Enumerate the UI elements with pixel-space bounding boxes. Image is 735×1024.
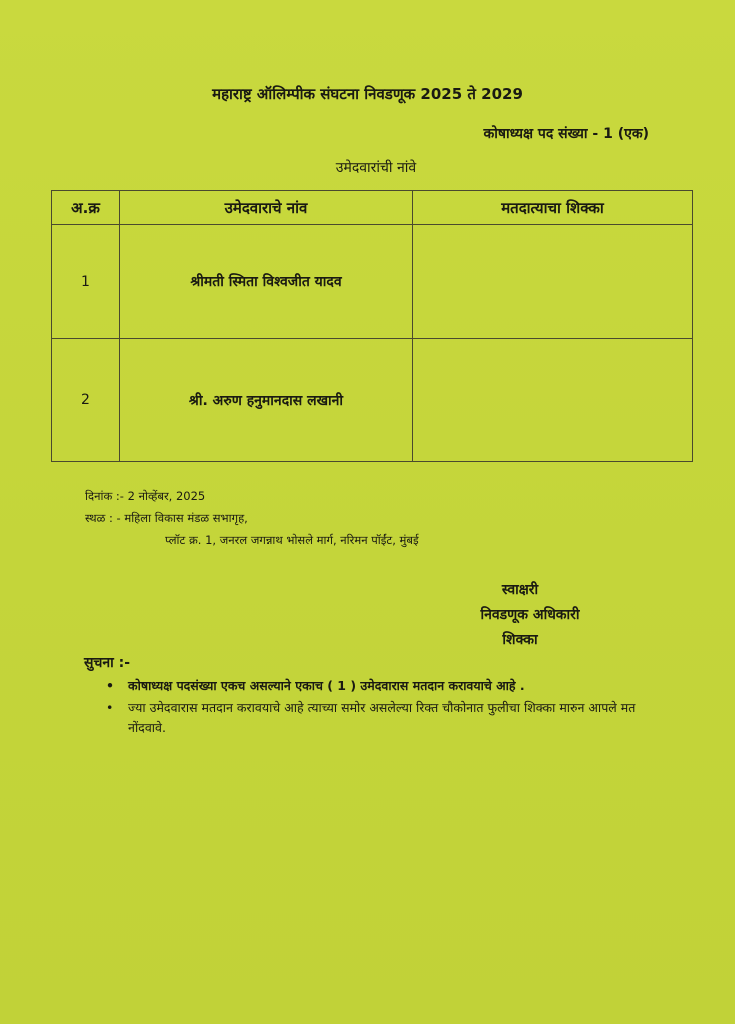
column-header-candidate-name: उमेदवाराचे नांव	[120, 191, 413, 225]
vote-stamp-box[interactable]	[413, 339, 693, 462]
candidate-name-text: श्री. अरुण हनुमानदास लखानी	[188, 392, 344, 409]
venue-line-2: प्लॉट क्र. 1, जनरल जगन्नाथ भोसले मार्ग, नरिमन पॉईंट, मुंबई	[165, 533, 419, 547]
vote-stamp-box[interactable]	[413, 225, 693, 339]
post-count: कोषाध्यक्ष पद संख्या - 1 (एक)	[483, 126, 649, 142]
instruction-text: ज्या उमेदवारास मतदान करावयाचे आहे त्याच्या समोर असलेल्या रिक्त चौकोनात फुलीचा शिक्का मारुन आपले मत नोंदवावे.	[128, 700, 636, 735]
bullet-icon: •	[106, 700, 114, 715]
table-row	[52, 225, 693, 339]
serial-number: 2	[52, 339, 120, 462]
instruction-text: कोषाध्यक्ष पदसंख्या एकच असल्याने एकाच ( 1 ) उमेदवारास मतदान करावयाचे आहे .	[128, 678, 525, 693]
candidates-heading: उमेदवारांची नांवे	[335, 160, 417, 176]
column-header-serial: अ.क्र	[52, 191, 120, 225]
instruction-item	[106, 676, 646, 696]
serial-number: 1	[52, 225, 120, 339]
election-officer-label: निवडणूक अधिकारी	[480, 607, 580, 623]
instruction-item	[106, 698, 646, 738]
instructions-heading: सुचना :-	[84, 655, 131, 671]
table-row	[52, 339, 693, 462]
candidate-name	[120, 339, 413, 462]
signature-label: स्वाक्षरी	[501, 582, 539, 598]
official-stamp-label: शिक्का	[502, 632, 538, 648]
table-header-row	[52, 191, 693, 225]
candidate-table	[51, 190, 693, 462]
election-title: महाराष्ट्र ऑलिम्पीक संघटना निवडणूक 2025 ते 2029	[212, 85, 523, 103]
election-date: दिनांक :- 2 नोव्हेंबर, 2025	[85, 489, 206, 503]
bullet-icon: •	[106, 678, 114, 693]
candidate-name-text: श्रीमती स्मिता विश्वजीत यादव	[190, 274, 342, 290]
candidate-name	[120, 225, 413, 339]
column-header-voter-stamp: मतदात्याचा शिक्का	[413, 191, 693, 225]
venue-line-1: स्थळ : - महिला विकास मंडळ सभागृह,	[85, 511, 248, 525]
